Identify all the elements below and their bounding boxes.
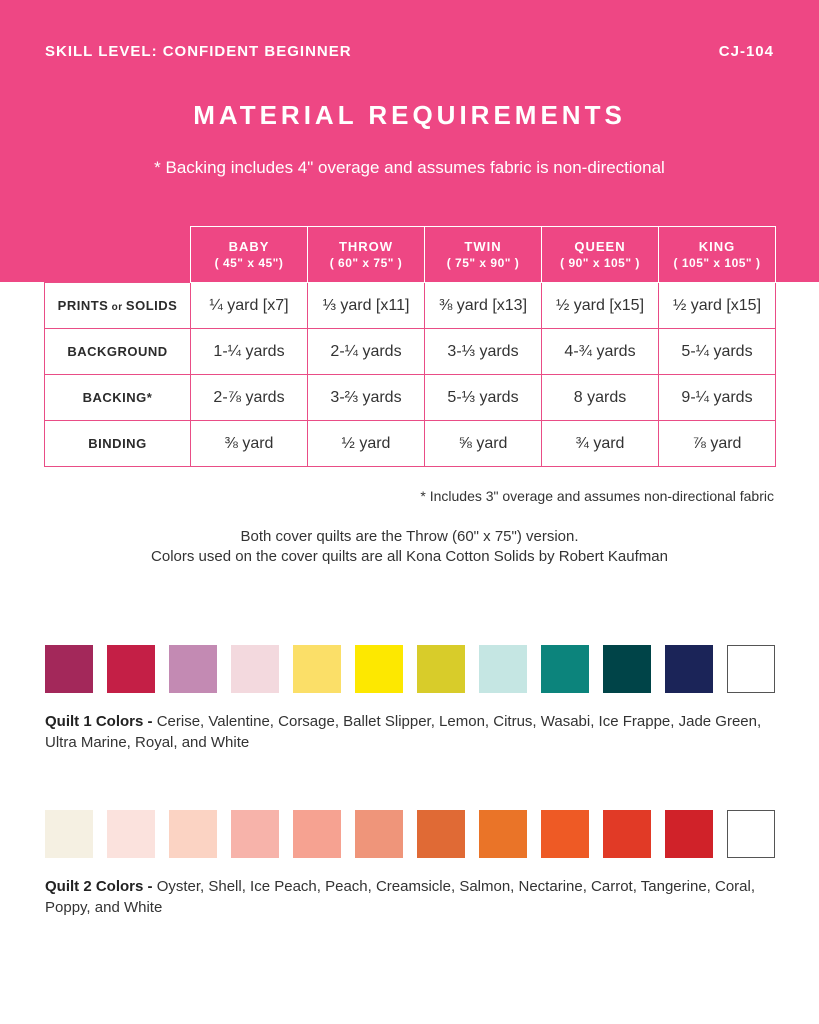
page-title: MATERIAL REQUIREMENTS — [193, 100, 626, 130]
table-row — [45, 375, 776, 421]
column-header-king: KING ( 105" x 105" ) — [659, 227, 776, 283]
quilt-1-label: Quilt 1 Colors - — [45, 713, 157, 730]
color-swatch — [541, 645, 589, 693]
color-swatch — [603, 645, 651, 693]
quilt-1-swatches — [45, 645, 775, 693]
table-corner — [45, 227, 191, 283]
column-header-baby: BABY ( 45" x 45") — [191, 227, 308, 283]
backing-footnote: * Includes 3" overage and assumes non-directional fabric — [420, 488, 774, 504]
table-cell: ⅓ yard [x11] — [308, 283, 425, 329]
table-cell: 2-¼ yards — [308, 329, 425, 375]
quilt-2-color-list: Oyster, Shell, Ice Peach, Peach, Creamsicle, Salmon, Nectarine, Carrot, Tangerine, Coral, Poppy, and White — [45, 878, 756, 916]
cover-quilt-note — [0, 527, 819, 567]
table-cell: ½ yard [x15] — [542, 283, 659, 329]
table-cell: ⅜ yard [x13] — [425, 283, 542, 329]
table-cell: ⅞ yard — [659, 421, 776, 467]
pattern-code: CJ-104 — [718, 43, 774, 60]
table-cell: 4-¾ yards — [542, 329, 659, 375]
table-cell: 3-⅔ yards — [308, 375, 425, 421]
cover-note-line: Both cover quilts are the Throw (60" x 75") version. — [240, 528, 579, 545]
color-swatch — [293, 645, 341, 693]
table-cell: 5-⅓ yards — [425, 375, 542, 421]
color-swatch — [107, 645, 155, 693]
table-cell: ¾ yard — [542, 421, 659, 467]
color-swatch — [727, 645, 775, 693]
column-header-queen: QUEEN ( 90" x 105" ) — [542, 227, 659, 283]
requirements-table — [44, 226, 776, 467]
skill-level: SKILL LEVEL: CONFIDENT BEGINNER — [45, 43, 352, 60]
quilt-1-color-list: Cerise, Valentine, Corsage, Ballet Slipper, Lemon, Citrus, Wasabi, Ice Frappe, Jade Green, Ultra Marine, Royal, and White — [45, 713, 762, 751]
color-swatch — [665, 645, 713, 693]
backing-note: * Backing includes 4" overage and assumes fabric is non-directional — [154, 158, 665, 177]
color-swatch — [231, 645, 279, 693]
cover-note-line: Colors used on the cover quilts are all Kona Cotton Solids by Robert Kaufman — [151, 548, 668, 565]
table-cell: 2-⅞ yards — [191, 375, 308, 421]
table-row — [45, 329, 776, 375]
row-label-prints: PRINTS or SOLIDS — [45, 283, 191, 329]
color-swatch — [479, 645, 527, 693]
color-swatch — [479, 810, 527, 858]
table-cell: ⅝ yard — [425, 421, 542, 467]
color-swatch — [355, 810, 403, 858]
row-label-backing: BACKING* — [45, 375, 191, 421]
color-swatch — [603, 810, 651, 858]
row-label-background: BACKGROUND — [45, 329, 191, 375]
table-cell: ½ yard [x15] — [659, 283, 776, 329]
table-cell: 9-¼ yards — [659, 375, 776, 421]
color-swatch — [107, 810, 155, 858]
color-swatch — [355, 645, 403, 693]
table-cell: 1-¼ yards — [191, 329, 308, 375]
table-row — [45, 421, 776, 467]
color-swatch — [45, 645, 93, 693]
table-row — [45, 283, 776, 329]
color-swatch — [417, 810, 465, 858]
column-header-throw: THROW ( 60" x 75" ) — [308, 227, 425, 283]
color-swatch — [541, 810, 589, 858]
table-cell: ½ yard — [308, 421, 425, 467]
color-swatch — [231, 810, 279, 858]
column-header-twin: TWIN ( 75" x 90" ) — [425, 227, 542, 283]
quilt-1-colors — [45, 711, 775, 753]
table-cell: ⅜ yard — [191, 421, 308, 467]
row-label-binding: BINDING — [45, 421, 191, 467]
table-header-row — [45, 227, 776, 283]
color-swatch — [417, 645, 465, 693]
quilt-2-colors — [45, 876, 775, 918]
table-cell: ¼ yard [x7] — [191, 283, 308, 329]
color-swatch — [169, 810, 217, 858]
color-swatch — [727, 810, 775, 858]
quilt-2-swatches — [45, 810, 775, 858]
color-swatch — [665, 810, 713, 858]
quilt-2-label: Quilt 2 Colors - — [45, 878, 157, 895]
table-cell: 8 yards — [542, 375, 659, 421]
color-swatch — [169, 645, 217, 693]
table-cell: 3-⅓ yards — [425, 329, 542, 375]
color-swatch — [45, 810, 93, 858]
table-cell: 5-¼ yards — [659, 329, 776, 375]
color-swatch — [293, 810, 341, 858]
